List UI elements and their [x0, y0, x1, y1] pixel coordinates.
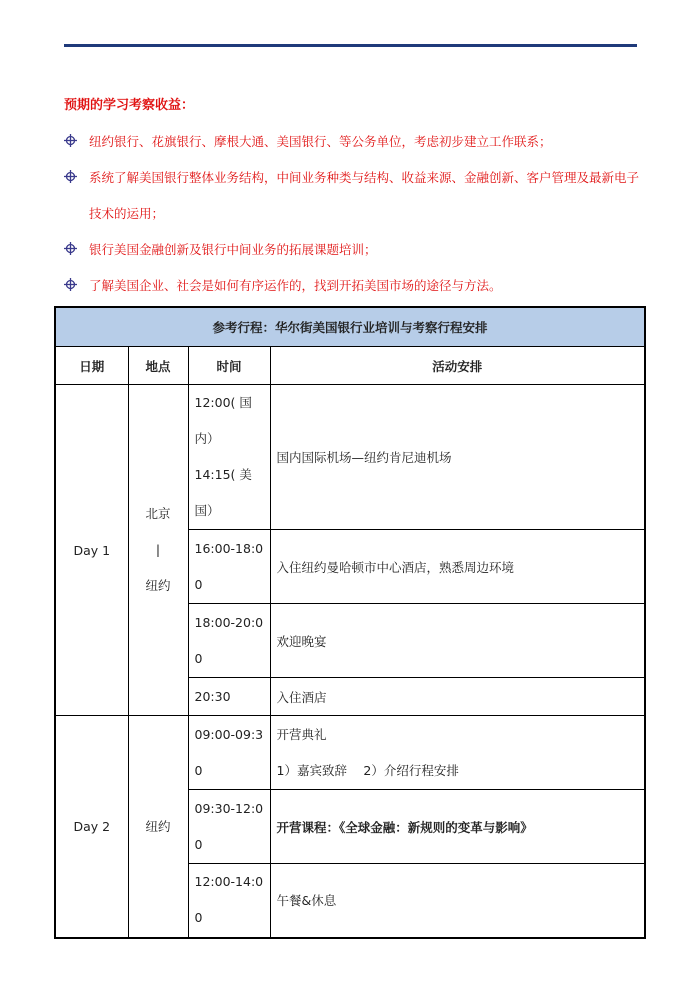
time-line: 12:00( 国内）	[194, 395, 252, 446]
time-line: 16:00-18:0	[194, 540, 264, 556]
time-line: 0	[194, 576, 203, 592]
time-line: 0	[194, 910, 203, 926]
col-header-activity: 活动安排	[270, 347, 645, 385]
time-line: 09:30-12:0	[194, 800, 264, 816]
time-cell	[188, 716, 270, 790]
schedule-table	[54, 306, 646, 939]
crosshair-bullet-icon	[64, 134, 77, 147]
time-line: 14:15( 美国）	[194, 467, 252, 518]
activity-line: 开营典礼	[276, 726, 327, 742]
schedule-title: 参考行程：华尔街美国银行业培训与考察行程安排	[55, 307, 645, 347]
benefit-text: 了解美国企业、社会是如何有序运作的，找到开拓美国市场的途径与方法。	[89, 278, 502, 293]
day-cell: Day 2	[55, 716, 128, 938]
location-destination: 纽约	[145, 578, 171, 593]
day-cell: Day 1	[55, 385, 128, 716]
activity-cell: 欢迎晚宴	[270, 604, 645, 678]
benefit-text: 银行美国金融创新及银行中间业务的拓展课题培训；	[89, 242, 377, 257]
activity-cell: 国内国际机场—纽约肯尼迪机场	[270, 385, 645, 530]
time-line: 0	[194, 762, 203, 778]
location-separator: |	[155, 542, 161, 557]
activity-cell	[270, 716, 645, 790]
time-cell	[188, 604, 270, 678]
time-line: 12:00-14:0	[194, 874, 264, 890]
activity-line: 1）嘉宾致辞 2）介绍行程安排	[276, 762, 459, 778]
col-header-location: 地点	[128, 347, 188, 385]
location-cell: 纽约	[128, 716, 188, 938]
col-header-time: 时间	[188, 347, 270, 385]
time-line: 09:00-09:3	[194, 726, 264, 742]
activity-cell: 午餐&休息	[270, 864, 645, 938]
table-row	[55, 385, 645, 530]
time-line: 0	[194, 836, 203, 852]
col-header-date: 日期	[55, 347, 128, 385]
activity-cell: 开营课程：《全球金融：新规则的变革与影响》	[270, 790, 645, 864]
table-header-row	[55, 347, 645, 385]
time-line: 0	[194, 650, 203, 666]
activity-cell: 入住酒店	[270, 678, 645, 716]
crosshair-bullet-icon	[64, 278, 77, 291]
time-cell	[188, 530, 270, 604]
benefit-text-continued: 技术的运用；	[89, 206, 165, 221]
time-cell	[188, 385, 270, 530]
table-title-row	[55, 307, 645, 347]
header-rule	[64, 44, 637, 47]
activity-cell: 入住纽约曼哈顿市中心酒店，熟悉周边环境	[270, 530, 645, 604]
time-cell: 20:30	[188, 678, 270, 716]
time-line: 18:00-20:0	[194, 614, 264, 630]
benefits-title: 预期的学习考察收益：	[64, 98, 195, 113]
crosshair-bullet-icon	[64, 170, 77, 183]
location-cell	[128, 385, 188, 716]
location-origin: 北京	[145, 506, 171, 521]
benefit-text: 系统了解美国银行整体业务结构，中间业务种类与结构、收益来源、金融创新、客户管理及最新电子	[89, 170, 640, 185]
crosshair-bullet-icon	[64, 242, 77, 255]
benefit-text: 纽约银行、花旗银行、摩根大通、美国银行、等公务单位，考虑初步建立工作联系；	[89, 134, 552, 149]
time-cell	[188, 864, 270, 938]
time-cell	[188, 790, 270, 864]
table-row	[55, 716, 645, 790]
